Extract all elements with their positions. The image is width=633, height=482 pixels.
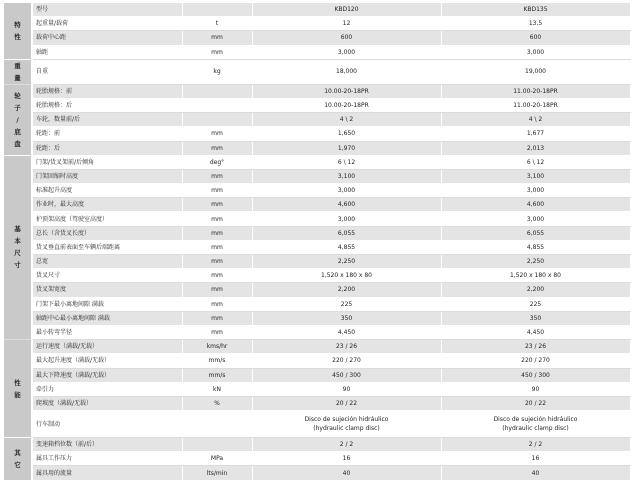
row-value-model1: 1,970 <box>252 141 441 155</box>
table-row <box>4 411 630 438</box>
row-value-model2: 3,000 <box>441 184 630 198</box>
row-value-model2: 2 / 2 <box>441 438 630 452</box>
table-row <box>4 226 630 240</box>
row-label: 标准起升高度 <box>32 184 182 198</box>
row-unit <box>182 438 252 452</box>
row-unit: mm <box>182 297 252 311</box>
row-label: 起重量/载荷 <box>32 17 182 31</box>
table-row <box>4 269 630 283</box>
row-unit: mm <box>182 169 252 183</box>
row-value-model2: 4 \ 2 <box>441 113 630 127</box>
row-value-model2: 1,520 x 180 x 80 <box>441 269 630 283</box>
row-unit: mm <box>182 283 252 297</box>
row-value-model1: 2 / 2 <box>252 438 441 452</box>
row-value-model2: 11.00-20-18PR <box>441 98 630 112</box>
table-row <box>4 368 630 382</box>
row-value-model1: 4,450 <box>252 325 441 339</box>
row-label: 总长（含货叉长度） <box>32 226 182 240</box>
row-label: 载荷中心距 <box>32 31 182 45</box>
table-row <box>4 31 630 45</box>
row-unit: mm <box>182 184 252 198</box>
row-unit: mm <box>182 226 252 240</box>
row-value-model1: 18,000 <box>252 59 441 84</box>
brake-line-en: (hydraulic clamp disc) <box>313 425 380 433</box>
row-value-model2: 3,000 <box>441 212 630 226</box>
row-value-model1: 6 \ 12 <box>252 155 441 169</box>
row-value-model2: 220 / 270 <box>441 354 630 368</box>
row-value-model1: 4 \ 2 <box>252 113 441 127</box>
table-row <box>4 141 630 155</box>
table-row <box>4 127 630 141</box>
row-value-model2: 4,450 <box>441 325 630 339</box>
table-row <box>4 340 630 354</box>
row-value-model1: 90 <box>252 382 441 396</box>
row-label: 轮距：后 <box>32 141 182 155</box>
row-value-model1: 10.00-20-18PR <box>252 98 441 112</box>
row-label: 货叉架宽度 <box>32 283 182 297</box>
table-row <box>4 84 630 98</box>
table-row <box>4 354 630 368</box>
table-row <box>4 155 630 169</box>
table-row <box>4 212 630 226</box>
table-row <box>4 325 630 339</box>
row-unit: mm/s <box>182 354 252 368</box>
row-unit: deg° <box>182 155 252 169</box>
row-label: 最小转弯半径 <box>32 325 182 339</box>
row-value-model2: 19,000 <box>441 59 630 84</box>
spec-table <box>4 2 631 481</box>
row-value-model2: 3,000 <box>441 45 630 59</box>
table-row <box>4 113 630 127</box>
section-chassis: 轮 子 / 底 盘 <box>4 84 32 155</box>
row-value-model2: 450 / 300 <box>441 368 630 382</box>
row-label: 属具工作压力 <box>32 452 182 466</box>
section-performance: 性 能 <box>4 340 32 438</box>
row-value-model2: 2,013 <box>441 141 630 155</box>
row-label: 运行速度（满载/无载） <box>32 340 182 354</box>
row-unit <box>182 98 252 112</box>
brake-line-es: Disco de sujeción hidráulico <box>493 416 578 424</box>
table-row <box>4 466 630 480</box>
row-value-model2: 90 <box>441 382 630 396</box>
row-label: 门架回缩时高度 <box>32 169 182 183</box>
table-row <box>4 452 630 466</box>
row-value-model1: 12 <box>252 17 441 31</box>
brake-line-en: (hydraulic clamp disc) <box>502 425 569 433</box>
row-unit: mm <box>182 269 252 283</box>
row-unit: mm <box>182 255 252 269</box>
row-unit: mm <box>182 240 252 254</box>
table-row <box>4 283 630 297</box>
table-row <box>4 198 630 212</box>
row-label: 轮胎规格：后 <box>32 98 182 112</box>
row-value-model1: 2,250 <box>252 255 441 269</box>
table-row <box>4 396 630 410</box>
row-value-model1: 23 / 26 <box>252 340 441 354</box>
row-value-model2: 350 <box>441 311 630 325</box>
row-value-model2: 40 <box>441 466 630 480</box>
row-value-model2: 23 / 26 <box>441 340 630 354</box>
row-value-model1: 20 / 22 <box>252 396 441 410</box>
row-value-model1: 220 / 270 <box>252 354 441 368</box>
row-value-model1: 600 <box>252 31 441 45</box>
row-value-model1: 3,000 <box>252 45 441 59</box>
row-unit: kg <box>182 59 252 84</box>
row-unit: mm <box>182 212 252 226</box>
row-value-model2: 600 <box>441 31 630 45</box>
row-unit: mm <box>182 325 252 339</box>
row-unit <box>182 84 252 98</box>
row-value-model1: 1,650 <box>252 127 441 141</box>
row-unit: mm <box>182 45 252 59</box>
row-value-model1: 4,600 <box>252 198 441 212</box>
section-features: 特 性 <box>4 3 32 60</box>
row-unit: MPa <box>182 452 252 466</box>
row-label: 轮胎规格：前 <box>32 84 182 98</box>
row-unit: mm/s <box>182 368 252 382</box>
row-value-model1: 350 <box>252 311 441 325</box>
row-unit: mm <box>182 311 252 325</box>
table-row <box>4 240 630 254</box>
row-value-model1: 4,855 <box>252 240 441 254</box>
row-value-model1: 450 / 300 <box>252 368 441 382</box>
row-value-model2: 1,677 <box>441 127 630 141</box>
row-label: 行车制动 <box>32 411 182 438</box>
row-unit: mm <box>182 31 252 45</box>
row-value-model2: 6 \ 12 <box>441 155 630 169</box>
row-value-model2: 2,200 <box>441 283 630 297</box>
row-label: 最大下降速度（满载/无载） <box>32 368 182 382</box>
row-value-model1: 1,520 x 180 x 80 <box>252 269 441 283</box>
row-label: 变速箱档位数（前/后） <box>32 438 182 452</box>
row-unit: mm <box>182 141 252 155</box>
row-value-model1: 3,000 <box>252 184 441 198</box>
row-value-model2: 4,600 <box>441 198 630 212</box>
row-value-model2: 225 <box>441 297 630 311</box>
row-value-model2: 6,055 <box>441 226 630 240</box>
row-unit: kN <box>182 382 252 396</box>
row-label: 护顶架高度（驾驶室高度） <box>32 212 182 226</box>
row-unit: kms/hr <box>182 340 252 354</box>
row-value-model1: 16 <box>252 452 441 466</box>
table-row <box>4 438 630 452</box>
row-label: 总宽 <box>32 255 182 269</box>
row-label: 自重 <box>32 59 182 84</box>
row-label: 轮距：前 <box>32 127 182 141</box>
brake-line-es: Disco de sujeción hidráulico <box>304 416 389 424</box>
row-value-model2 <box>441 411 630 438</box>
row-value-model1: 3,000 <box>252 212 441 226</box>
row-unit: % <box>182 396 252 410</box>
row-label: 轴距中心最小离地间隙 满载 <box>32 311 182 325</box>
table-row <box>4 382 630 396</box>
row-unit: mm <box>182 198 252 212</box>
row-value-model2: 13.5 <box>441 17 630 31</box>
table-row <box>4 59 630 84</box>
header-label: 型号 <box>32 3 182 17</box>
row-label: 货叉尺寸 <box>32 269 182 283</box>
table-row <box>4 17 630 31</box>
spec-sheet <box>4 2 630 478</box>
row-label: 车轮，数量前/后 <box>32 113 182 127</box>
model2-header: KBD135 <box>441 3 630 17</box>
row-unit: lts/min <box>182 466 252 480</box>
row-unit: mm <box>182 127 252 141</box>
section-dimensions: 基 本 尺 寸 <box>4 155 32 339</box>
row-value-model1: 225 <box>252 297 441 311</box>
table-row <box>4 255 630 269</box>
table-row <box>4 45 630 59</box>
row-value-model2: 4,855 <box>441 240 630 254</box>
row-value-model1 <box>252 411 441 438</box>
table-row <box>4 311 630 325</box>
row-value-model1: 2,200 <box>252 283 441 297</box>
row-value-model1: 40 <box>252 466 441 480</box>
table-row <box>4 297 630 311</box>
row-label: 牵引力 <box>32 382 182 396</box>
row-value-model2: 2,250 <box>441 255 630 269</box>
row-label: 属具用的流量 <box>32 466 182 480</box>
row-label: 货叉垂直前表面至车辆后端距离 <box>32 240 182 254</box>
row-unit <box>182 113 252 127</box>
section-weight: 重 量 <box>4 59 32 84</box>
row-label: 门架/货叉架前/后倾角 <box>32 155 182 169</box>
row-label: 轴距 <box>32 45 182 59</box>
row-label: 最大起升速度（满载/无载） <box>32 354 182 368</box>
row-value-model2: 3,100 <box>441 169 630 183</box>
row-value-model1: 10.00-20-18PR <box>252 84 441 98</box>
header-row <box>4 3 630 17</box>
row-value-model2: 16 <box>441 452 630 466</box>
table-row <box>4 98 630 112</box>
table-row <box>4 184 630 198</box>
row-value-model1: 3,100 <box>252 169 441 183</box>
header-unit <box>182 3 252 17</box>
row-unit <box>182 411 252 438</box>
row-label: 作业时，最大高度 <box>32 198 182 212</box>
row-label: 爬坡度（满载/无载） <box>32 396 182 410</box>
table-row <box>4 169 630 183</box>
model1-header: KBD120 <box>252 3 441 17</box>
row-value-model1: 6,055 <box>252 226 441 240</box>
row-label: 门架下最小离地间隙 满载 <box>32 297 182 311</box>
section-other: 其 它 <box>4 438 32 481</box>
row-unit: t <box>182 17 252 31</box>
row-value-model2: 20 / 22 <box>441 396 630 410</box>
row-value-model2: 11.00-20-18PR <box>441 84 630 98</box>
